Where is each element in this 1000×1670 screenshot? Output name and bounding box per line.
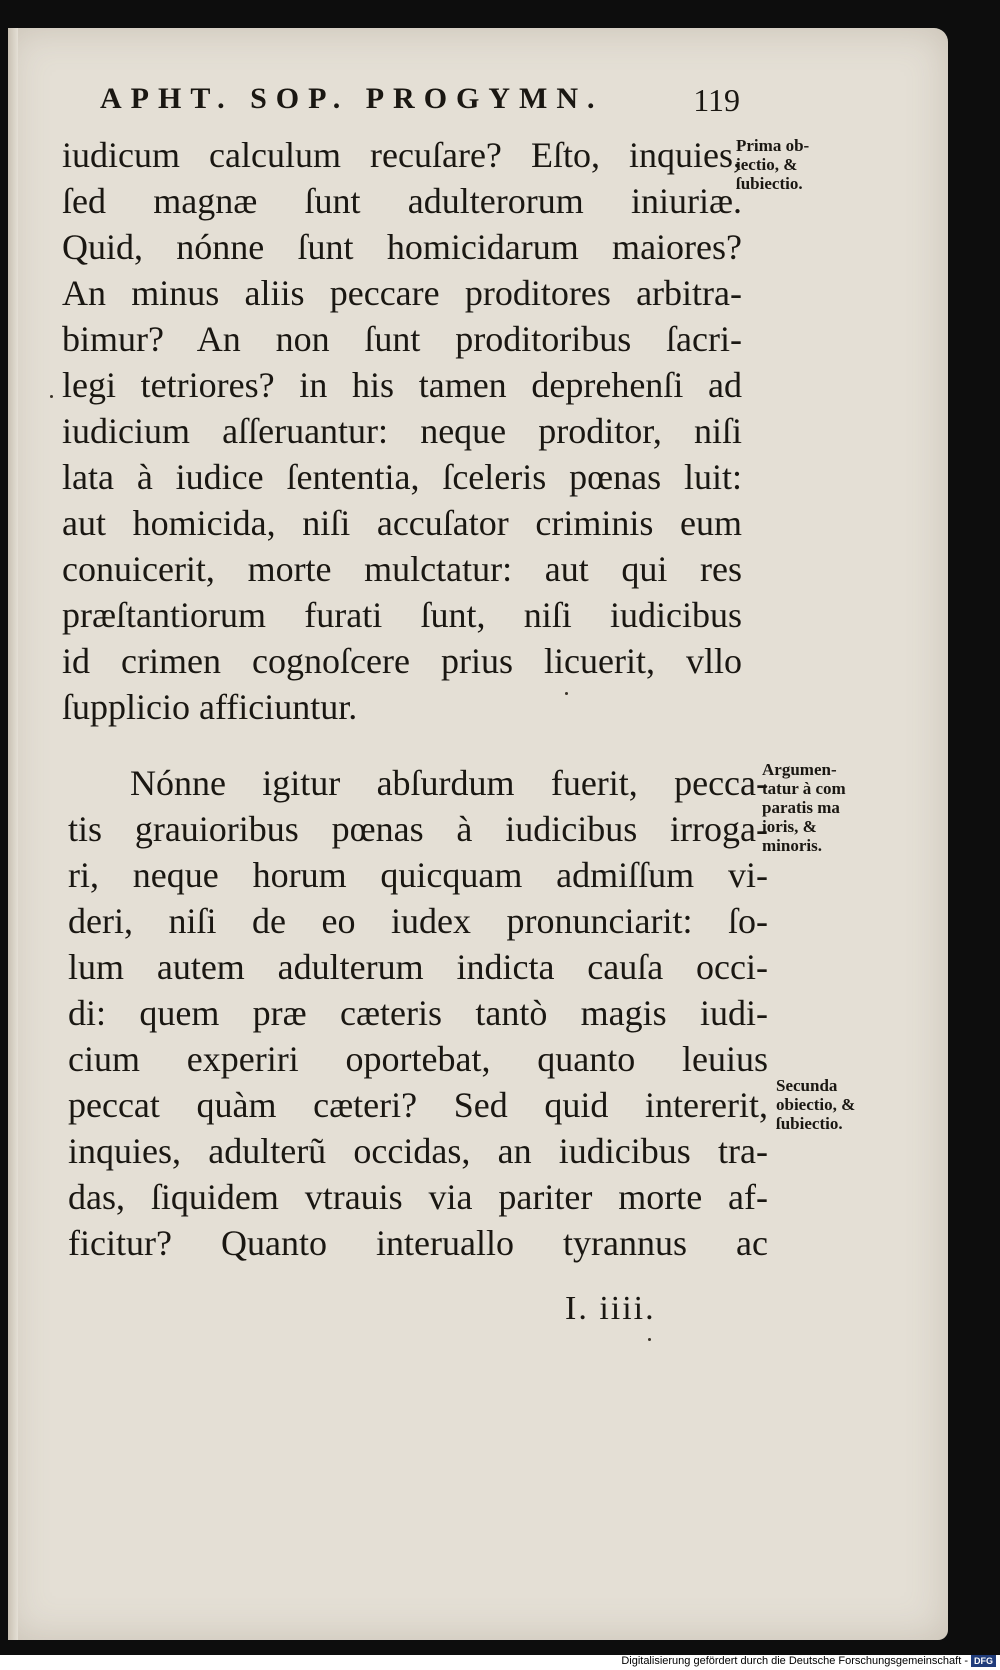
- text-line: bimur? An non ſunt proditoribus ſacri-: [62, 319, 742, 359]
- margin-note-line: Secunda: [776, 1076, 838, 1095]
- page-header: [100, 82, 740, 126]
- text-line: ſed magnæ ſunt adulterorum iniuriæ.: [62, 181, 742, 221]
- text-line: das, ſiquidem vtrauis via pariter morte af-: [68, 1177, 768, 1217]
- running-head: APHT. SOP. PROGYMN.: [100, 82, 604, 115]
- page-gutter-shadow: [8, 28, 18, 1640]
- text-line: præſtantiorum furati ſunt, niſi iudicibus: [62, 595, 742, 635]
- text-line: lum autem adulterum indicta cauſa occi-: [68, 947, 768, 987]
- text-line: ri, neque horum quicquam admiſſum vi-: [68, 855, 768, 895]
- margin-note-2: [762, 760, 846, 855]
- text-line: aut homicida, niſi accuſator criminis eum: [62, 503, 742, 543]
- credit-text: Digitalisierung gefördert durch die Deutsche Forschungsgemeinschaft -: [621, 1655, 968, 1667]
- text-line: di: quem præ cæteris tantò magis iudi-: [68, 993, 768, 1033]
- text-line: iudicum calculum recuſare? Eſto, inquies,: [62, 135, 742, 175]
- margin-note-line: minoris.: [762, 836, 822, 855]
- text-line: legi tetriores? in his tamen deprehenſi ad: [62, 365, 742, 405]
- dfg-logo: DFG: [971, 1655, 996, 1667]
- margin-note-line: Argumen-: [762, 760, 837, 779]
- paragraph-1: [62, 132, 742, 730]
- margin-note-1: [736, 136, 809, 193]
- signature-mark: I. iiii.: [565, 1290, 656, 1327]
- text-line: inquies, adulterũ occidas, an iudicibus tra-: [68, 1131, 768, 1171]
- paper-speck: [565, 692, 568, 695]
- margin-note-3: [776, 1076, 855, 1133]
- margin-note-line: ſubiectio.: [776, 1114, 843, 1133]
- text-line: Quid, nónne ſunt homicidarum maiores?: [62, 227, 742, 267]
- text-line: ficitur? Quanto interuallo tyrannus ac: [68, 1223, 768, 1263]
- text-line: tis grauioribus pœnas à iudicibus irroga-: [68, 809, 768, 849]
- margin-note-line: paratis ma: [762, 798, 840, 817]
- text-line: ſupplicio afficiuntur.: [62, 687, 358, 727]
- margin-note-line: iectio, &: [736, 155, 798, 174]
- margin-note-line: Prima ob-: [736, 136, 810, 155]
- margin-note-line: obiectio, &: [776, 1095, 856, 1114]
- text-line: cium experiri oportebat, quanto leuius: [68, 1039, 768, 1079]
- text-line: Nónne igitur abſurdum fuerit, pecca-: [130, 763, 768, 803]
- margin-note-line: ioris, &: [762, 817, 817, 836]
- text-line: lata à iudice ſententia, ſceleris pœnas luit:: [62, 457, 742, 497]
- paragraph-2: [68, 760, 768, 1266]
- text-line: conuicerit, morte mulctatur: aut qui res: [62, 549, 742, 589]
- text-line: deri, niſi de eo iudex pronunciarit: ſo-: [68, 901, 768, 941]
- page-number: 119: [693, 82, 740, 118]
- paper-speck: [50, 395, 53, 398]
- paper-speck: [648, 1338, 651, 1341]
- margin-note-line: ſubiectio.: [736, 174, 803, 193]
- digitization-credit: [621, 1654, 996, 1668]
- text-line: id crimen cognoſcere prius licuerit, vllo: [62, 641, 742, 681]
- text-line: peccat quàm cæteri? Sed quid intererit,: [68, 1085, 768, 1125]
- text-line: An minus aliis peccare proditores arbitra-: [62, 273, 742, 313]
- margin-note-line: tatur à com: [762, 779, 846, 798]
- text-line: iudicium aſſeruantur: neque proditor, niſi: [62, 411, 742, 451]
